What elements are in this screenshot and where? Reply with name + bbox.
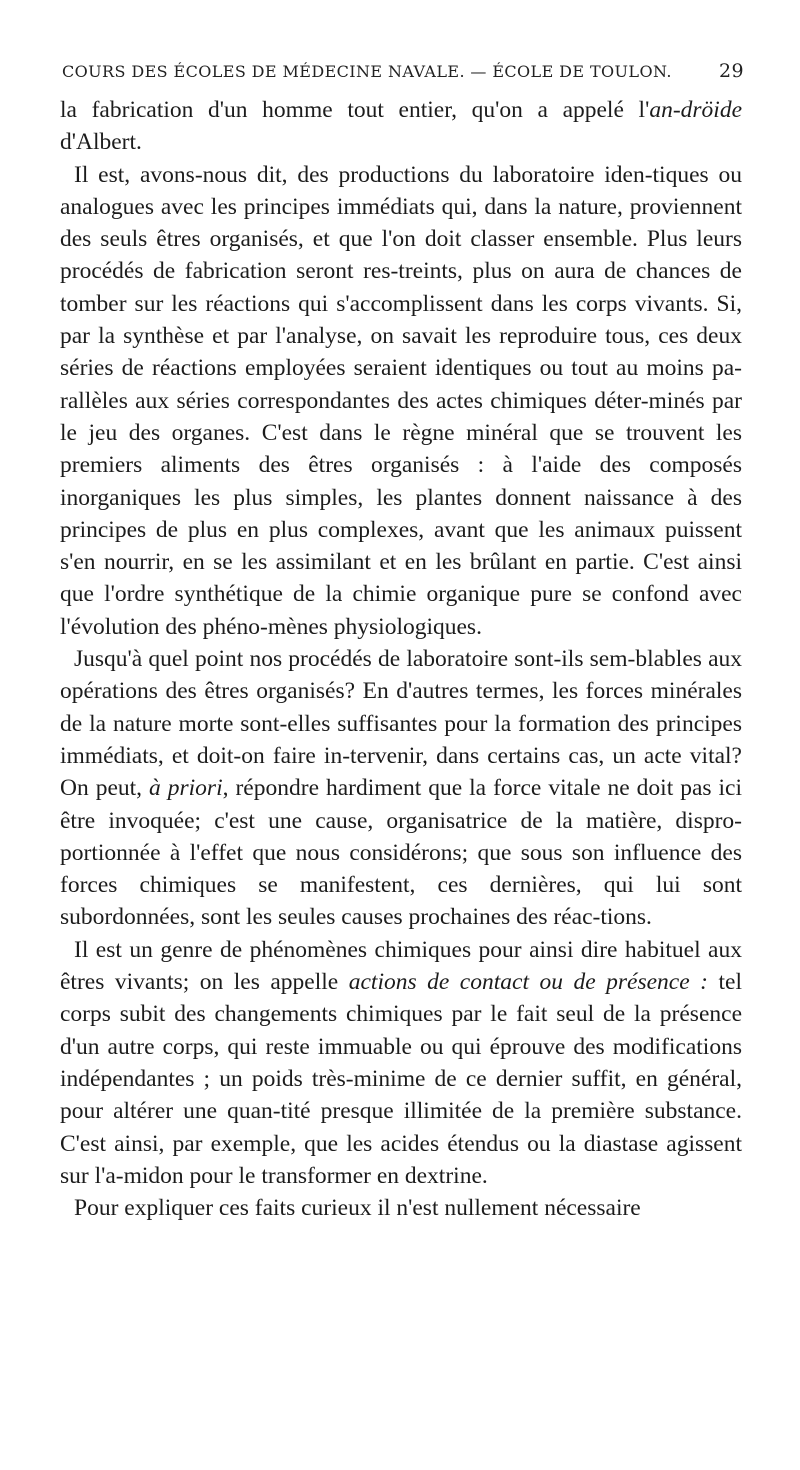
text-run: Jusqu'à quel point nos procédés de laboratoire sont-ils sem-blables aux opérations des êtres organisés? En d'autres termes, les forces minérales de la nature morte sont-elles suffisantes pour la formation des principes immédiats, et doit-on faire in-tervenir, dans certains cas, un acte vital? On peut,: [60, 646, 742, 802]
text-run: Pour expliquer ces faits curieux il n'est nullement nécessaire: [74, 1195, 641, 1222]
text-run: , répondre hardiment que la force vitale ne doit pas ici être invoquée; c'est une cause, organisatrice de la matière, dispro-portionnée à l'effet que nous considérons; que sous son influence des forces chimiques se manifestent, ces dernières, qui lui sont subordonnées, sont les seules causes prochaines des réac-tions.: [60, 775, 742, 931]
paragraph-1: [60, 94, 742, 159]
text-run: Il est, avons-nous dit, des productions du laboratoire iden-tiques ou analogues avec les principes immédiats qui, dans la nature, proviennent des seuls êtres organisés, et que l'on doit classer ensemble. Plus leurs procédés de fabrication seront res-treints, plus on aura de chances de tomber sur les réactions qui s'accomplissent dans les corps vivants. Si, par la synthèse et par l'analyse, on savait les reproduire tous, ces deux séries de réactions employées seraient identiques ou tout au moins pa-rallèles aux séries correspondantes des actes chimiques déter-minés par le jeu des organes. C'est dans le règne minéral que se trouvent les premiers aliments des êtres organisés : à l'aide des composés inorganiques les plus simples, les plantes donnent naissance à des principes de plus en plus complexes, avant que les animaux puissent s'en nourrir, en se les assimilant et en les brûlant en partie. C'est ainsi que l'ordre synthétique de la chimie organique pure se confond avec l'évolution des phéno-mènes physiologiques.: [60, 161, 742, 640]
running-head: [62, 60, 744, 86]
page-number: 29: [719, 60, 744, 82]
italic-text-run: à priori: [149, 775, 223, 802]
paragraph-5: [60, 1192, 742, 1224]
paragraph-3: [60, 643, 742, 934]
text-run: la fabrication d'un homme tout entier, qu'on a appelé l': [60, 97, 650, 123]
text-run: tel corps subit des changements chimiques par le fait seul de la présence d'un autre corps, qui reste immuable ou qui éprouve des modifications indépendantes ; un poids très-minime de ce dernier suffit, en général, pour altérer une quan-tité presque illimitée de la première substance. C'est ainsi, par exemple, que les acides étendus ou la diastase agissent sur l'a-midon pour le transformer en dextrine.: [60, 969, 742, 1189]
text-run: Il est un genre de phénomènes chimiques pour ainsi dire habituel aux êtres vivants; on les appelle: [60, 936, 742, 996]
italic-text-run: an-dröide: [649, 97, 742, 123]
running-title: COURS DES ÉCOLES DE MÉDECINE NAVALE. — ÉCOLE DE TOULON.: [62, 62, 672, 81]
paragraph-2: [60, 159, 742, 643]
body-text: [60, 94, 742, 1224]
text-run: d'Albert.: [60, 129, 142, 156]
paragraph-4: [60, 934, 742, 1192]
italic-text-run: actions de contact ou de présence :: [348, 969, 708, 996]
